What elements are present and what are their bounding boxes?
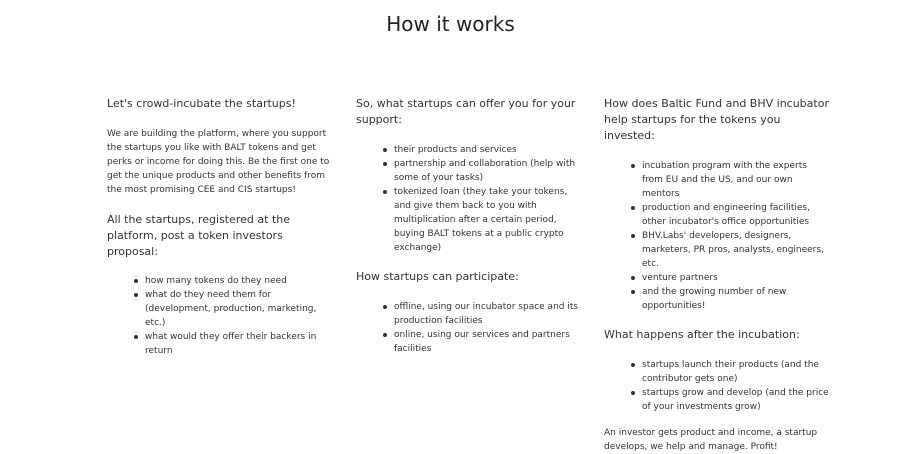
column-subheading: How startups can participate: (356, 270, 519, 283)
column-crowd-incubate (107, 96, 333, 358)
column-subheading: What happens after the incubation: (604, 328, 800, 341)
proposal-list (107, 274, 333, 358)
list-item: tokenized loan (they take your tokens, and give them back to you with multiplication after a certain period, buying BALT tokens at a public crypto exchange) (383, 185, 582, 255)
list-item: startups grow and develop (and the price of your investments grow) (631, 386, 830, 414)
help-list (604, 159, 830, 313)
list-item: startups launch their products (and the contributor gets one) (631, 358, 830, 386)
column-heading: Let's crowd-incubate the startups! (107, 97, 296, 110)
page-title: How it works (386, 12, 515, 36)
column-startup-offers (356, 96, 582, 356)
intro-paragraph: We are building the platform, where you support the startups you like with BALT tokens and get perks or income for doing this. Be the first one to get the unique products and other benefits from the most promising CEE and CIS startups! (107, 129, 330, 195)
after-incubation-list (604, 358, 830, 414)
summary-paragraph: An investor gets product and income, a startup develops, we help and manage. Profit! (604, 428, 818, 452)
list-item: online, using our services and partners facilities (383, 328, 582, 356)
list-item: what do they need them for (development, production, marketing, etc.) (134, 288, 333, 330)
column-subheading: All the startups, registered at the platform, post a token investors proposal: (107, 213, 291, 258)
offers-list (356, 143, 582, 255)
list-item: their products and services (383, 143, 582, 157)
column-heading: So, what startups can offer you for your support: (356, 97, 576, 126)
list-item: BHV.Labs' developers, designers, marketers, PR pros, analysts, engineers, etc. (631, 229, 830, 271)
list-item: incubation program with the experts from EU and the US, and our own mentors (631, 159, 830, 201)
list-item: offline, using our incubator space and its production facilities (383, 300, 582, 328)
list-item: venture partners (631, 271, 830, 285)
list-item: production and engineering facilities, other incubator's office opportunities (631, 201, 830, 229)
list-item: what would they offer their backers in return (134, 330, 333, 358)
participation-list (356, 300, 582, 356)
list-item: partnership and collaboration (help with some of your tasks) (383, 157, 582, 185)
column-heading: How does Baltic Fund and BHV incubator help startups for the tokens you invested: (604, 97, 829, 142)
list-item: and the growing number of new opportunities! (631, 285, 830, 313)
list-item: how many tokens do they need (134, 274, 333, 288)
column-incubator-help (604, 96, 830, 454)
